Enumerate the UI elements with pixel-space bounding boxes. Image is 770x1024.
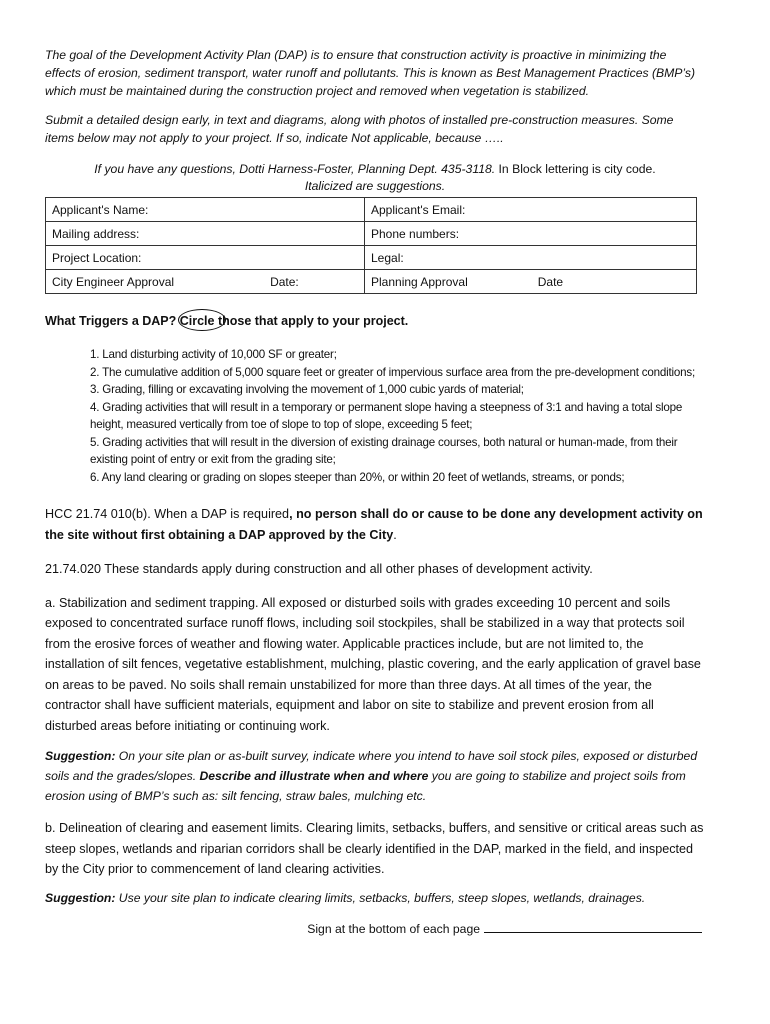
trigger-item-1[interactable]: 1. Land disturbing activity of 10,000 SF or greater; [90,348,337,361]
applicant-email-field[interactable]: Applicant's Email: [365,198,697,222]
form-row [46,270,697,294]
applicant-name-field[interactable]: Applicant's Name: [46,198,365,222]
trigger-item-5[interactable]: 5. Grading activities that will result in the diversion of existing drainage courses, both natural or human-made, from their existing point of entry or exit from the grading site; [90,435,678,466]
hcc-bold-text: , no person shall do or cause to be done any development activity on the site without first obtaining a DAP approved by the City [45,507,703,542]
form-row [46,222,697,246]
trigger-item-6[interactable]: 6. Any land clearing or grading on slopes steeper than 20%, or within 20 feet of wetlands, streams, or ponds; [90,470,625,484]
hcc-requirement: HCC 21.74 010(b). When a DAP is required, no person shall do or cause to be done any development activity on the site without first obtaining a DAP approved by the City. [45,507,703,542]
intro-paragraph-submit: Submit a detailed design early, in text and diagrams, along with photos of installed pre-construction measures. Some items below may not apply to your project. If so, indicate Not applicable, because ….. [45,113,674,145]
delineation-paragraph: b. Delineation of clearing and easement limits. Clearing limits, setbacks, buffers, and sensitive or critical areas such as steep slopes, wetlands and riparian corridors shall be clearly identified in the DAP, marked in the field, and inspected by the City prior to commencement of land clearing activities. [45,821,704,877]
project-location-field[interactable]: Project Location: [46,246,365,270]
city-engineer-approval-field[interactable]: City Engineer Approval Date: [46,270,365,294]
contact-italic: If you have any questions, Dotti Harness-Foster, Planning Dept. 435-3118. [94,162,496,176]
sign-footer [45,920,705,936]
suggestion-label: Suggestion: [45,749,116,763]
sign-label: Sign at the bottom of each page [307,921,480,936]
trigger-item-2[interactable]: 2. The cumulative addition of 5,000 square feet or greater of impervious surface area from the pre-development conditions; [90,365,696,379]
trigger-item-4[interactable]: 4. Grading activities that will result in a temporary or permanent slope having a steepness of 3:1 and having a total slope height, measured vertically from toe of slope to top of slope, exceeding 5 feet; [90,400,683,431]
document-page [45,46,705,936]
planning-approval-field[interactable]: Planning Approval Date [365,270,697,294]
standards-paragraph: 21.74.020 These standards apply during construction and all other phases of development activity. [45,562,593,576]
form-row [46,246,697,270]
phone-numbers-field[interactable]: Phone numbers: [365,222,697,246]
applicant-form-table [45,197,697,294]
stabilization-paragraph: a. Stabilization and sediment trapping. All exposed or disturbed soils with grades exceeding 10 percent and soils exposed to concentrated surface runoff flows, including soil stockpiles, shall be stabilized in a way that protects soil from the erosive forces of weather and flowing water. Applicable practices include, but are not limited to, the installation of silt fences, vegetative establishment, mulching, plastic covering, and the early application of gravel base on areas to be paved. No soils shall remain unstabilized for more than three days. At all times of the year, the contractor shall have sufficient materials, equipment and labor on site to stabilize and prevent erosion from all disturbed areas before initiating or continuing work. [45,595,701,733]
intro-paragraph-goal: The goal of the Development Activity Plan (DAP) is to ensure that construction activity is proactive in minimizing the effects of erosion, sediment transport, water runoff and pollutants. This is known as Best Management Practices (BMP’s) which must be maintained during the construction project and removed when vegetation is stabilized. [45,48,696,98]
contact-plain: In Block lettering is city code. [495,162,656,176]
triggers-heading: What Triggers a DAP? Circle those that apply to your project. [45,314,705,328]
signature-line[interactable] [484,920,702,933]
triggers-list [45,346,705,486]
mailing-address-field[interactable]: Mailing address: [46,222,365,246]
trigger-item-3[interactable]: 3. Grading, filling or excavating involving the movement of 1,000 cubic yards of material; [90,383,524,396]
planning-date-label: Date [537,274,564,289]
form-row [46,198,697,222]
suggestions-note: Italicized are suggestions. [304,179,446,193]
contact-note [45,161,705,195]
suggestion-stabilization: Suggestion: On your site plan or as-built survey, indicate where you intend to have soil stock piles, exposed or disturbed soils and the grades/slopes. Describe and illustrate when and where you are going to stabilize and project soils from erosion using of BMP’s such as: silt fencing, straw bales, mulching etc. [45,749,698,803]
legal-field[interactable]: Legal: [365,246,697,270]
suggestion-label: Suggestion: [45,890,116,905]
circle-annotation [178,309,226,331]
city-engineer-date-label: Date: [270,274,299,289]
suggestion-delineation: Suggestion: Use your site plan to indicate clearing limits, setbacks, buffers, steep slopes, wetlands, drainages. [45,890,646,905]
